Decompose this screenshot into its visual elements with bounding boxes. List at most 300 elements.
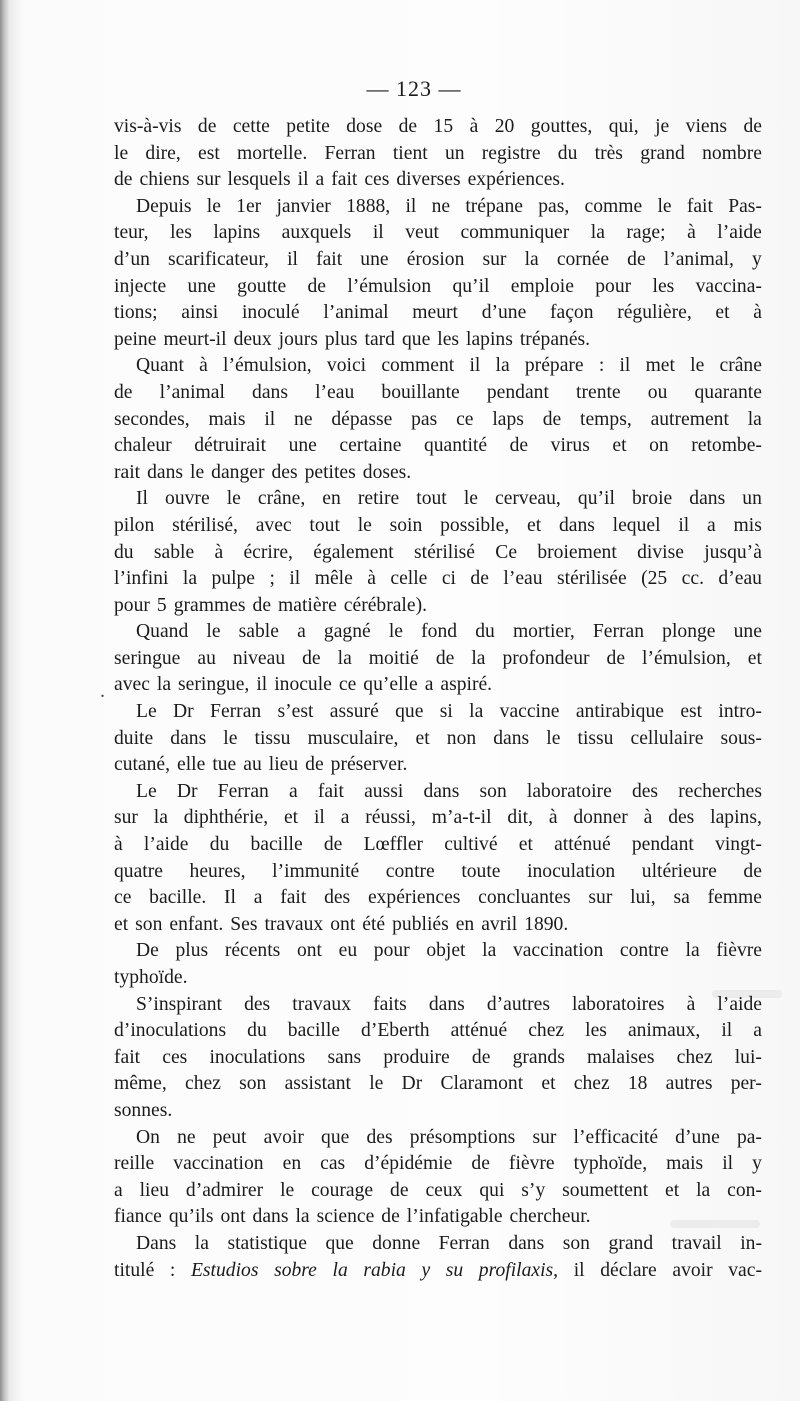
word: une — [733, 621, 762, 643]
word: d’eau — [718, 568, 762, 590]
word: meurt — [412, 302, 458, 324]
word: écrire, — [243, 541, 293, 563]
word: Quand — [136, 621, 189, 643]
word: son — [479, 780, 507, 802]
text-line — [114, 1125, 762, 1152]
word: ces — [364, 169, 390, 191]
word: la — [469, 701, 484, 723]
word: auxquels — [281, 222, 352, 244]
word: le — [369, 1073, 384, 1095]
word: nombre — [702, 142, 762, 164]
word: ce — [338, 674, 357, 696]
text-line — [114, 300, 762, 327]
word: dit, — [507, 807, 533, 829]
word: quatre — [114, 860, 163, 882]
word: et — [665, 1179, 680, 1201]
word: fait — [317, 780, 344, 802]
word: prépare — [524, 355, 584, 377]
word: de — [542, 408, 562, 430]
word: de — [398, 116, 418, 137]
word: dans — [508, 1232, 545, 1254]
word: la — [482, 940, 497, 962]
word: avoir — [672, 1259, 713, 1281]
word: On — [136, 1126, 160, 1148]
word: sans — [327, 1046, 362, 1068]
word: de — [471, 1153, 490, 1175]
text-line — [114, 593, 762, 620]
word: l’infini — [114, 568, 169, 590]
word: soumettent — [562, 1179, 649, 1201]
word: stérilisé — [414, 541, 475, 563]
word: retire — [357, 488, 400, 510]
word: des — [324, 887, 351, 909]
word: a — [340, 807, 350, 829]
word: d’autres — [486, 993, 550, 1015]
body-text — [114, 114, 762, 1284]
word: à — [643, 807, 653, 829]
word: des — [668, 807, 695, 829]
word: du — [209, 834, 230, 856]
word: broie — [631, 488, 673, 510]
word: duite — [114, 727, 154, 749]
word: scarificateur, — [168, 248, 269, 270]
word: le — [206, 621, 221, 643]
word: virus — [550, 435, 590, 457]
word: atténué — [554, 834, 611, 856]
word: Ferran — [217, 780, 269, 802]
text-line — [114, 805, 762, 832]
word: per- — [730, 1073, 762, 1095]
word: rait — [114, 461, 141, 483]
word: meurt-il — [163, 328, 227, 350]
word: stérilisé, — [172, 514, 238, 536]
word: mais — [666, 1153, 704, 1175]
word: profilaxis, — [478, 1259, 559, 1281]
word: façon — [550, 302, 594, 324]
word: en — [322, 488, 341, 510]
word: il — [405, 195, 417, 217]
word: un — [444, 142, 465, 164]
word: il — [619, 355, 631, 377]
word: veut — [405, 222, 439, 244]
word: autrement — [650, 408, 729, 430]
text-line — [114, 460, 762, 487]
word: donner — [573, 807, 628, 829]
word: femme — [707, 887, 762, 909]
text-line — [114, 167, 762, 194]
text-line — [114, 619, 762, 646]
word: vaccine — [499, 701, 560, 723]
word: de — [114, 169, 133, 191]
word: objet — [426, 940, 466, 962]
word: à — [367, 568, 376, 590]
word: cutané, — [114, 754, 171, 776]
word: a — [315, 169, 325, 191]
word: laps — [492, 408, 524, 430]
word: à — [687, 222, 696, 244]
word: mis — [733, 514, 762, 536]
word: du — [557, 142, 578, 164]
word: temps, — [580, 408, 632, 430]
word: son — [239, 1073, 267, 1095]
word: on — [649, 435, 669, 457]
word: typhoïde. — [114, 967, 188, 988]
word: inocule — [274, 674, 332, 696]
word: à — [214, 541, 224, 563]
word: travaux — [292, 993, 352, 1015]
word: 1888, — [346, 195, 391, 217]
word: profondeur — [502, 647, 590, 669]
word: teur, — [114, 222, 149, 244]
word: fièvre — [716, 940, 762, 962]
word: met — [645, 355, 675, 377]
word: présomptions — [409, 1126, 516, 1148]
word: ont — [330, 913, 356, 935]
word: la — [337, 647, 352, 669]
word: ouvre — [165, 488, 210, 510]
word: en — [282, 1153, 302, 1175]
word: il — [372, 222, 384, 244]
word: trente — [576, 381, 621, 403]
word: broiement — [537, 541, 617, 563]
word: lapins, — [710, 807, 762, 829]
word: pilon — [114, 514, 155, 536]
word: malaises — [587, 1046, 655, 1068]
page-number: — 123 — — [366, 76, 462, 101]
word: l’émulsion, — [642, 647, 731, 669]
word: y — [752, 248, 762, 270]
word: du — [247, 1020, 267, 1042]
word: pas — [411, 408, 438, 430]
word: Ses — [230, 913, 258, 935]
word: les — [170, 222, 192, 244]
text-line — [114, 540, 762, 567]
word: typhoïde, — [573, 1153, 648, 1175]
text-line — [114, 486, 762, 513]
word: des — [244, 993, 271, 1015]
word: l’émulsion — [347, 275, 432, 297]
word: l’animal — [323, 302, 389, 324]
word: avec — [255, 514, 292, 536]
word: ceux — [425, 1179, 463, 1201]
word: soin — [389, 514, 423, 536]
word: très — [594, 142, 623, 164]
word: laboratoire — [526, 780, 612, 802]
word: qui — [479, 1179, 505, 1201]
word: le — [226, 488, 241, 510]
word: cerveau, — [495, 488, 561, 510]
word: la — [696, 1179, 711, 1201]
text-line — [114, 699, 762, 726]
word: même, — [114, 1073, 167, 1095]
text-line — [114, 832, 762, 859]
word: eu — [338, 940, 358, 962]
word: du — [475, 621, 495, 643]
word: reille — [114, 1153, 155, 1175]
word: tue — [212, 754, 237, 776]
word: bouillante — [381, 381, 460, 403]
word: m’a-t-il — [431, 807, 492, 829]
word: et — [415, 727, 430, 749]
word: sur — [588, 887, 613, 909]
word: avril — [481, 913, 518, 935]
word: con- — [727, 1179, 762, 1201]
word: également — [313, 541, 394, 563]
word: su — [445, 1259, 464, 1281]
word: sobre — [274, 1259, 317, 1281]
word: lapins — [466, 328, 513, 350]
word: le — [357, 514, 372, 536]
word: sable — [153, 541, 195, 563]
word: sonnes. — [114, 1099, 173, 1121]
word: le — [463, 488, 478, 510]
word: il — [289, 568, 301, 590]
word: son — [562, 1232, 590, 1254]
word: que — [395, 701, 424, 723]
word: chaleur — [114, 435, 172, 457]
word: viens — [685, 116, 727, 137]
word: recherches — [678, 780, 762, 802]
word: le — [280, 1179, 295, 1201]
word: des — [631, 780, 659, 802]
word: voici — [326, 355, 367, 377]
text-line — [114, 992, 762, 1019]
word: janvier — [276, 195, 331, 217]
word: Lœffler — [363, 834, 424, 856]
word: lieu — [139, 1179, 169, 1201]
word: l’aide — [717, 222, 762, 244]
word: lequel — [612, 514, 661, 536]
word: les — [585, 1020, 607, 1042]
text-line — [114, 912, 762, 939]
word: de — [305, 754, 324, 776]
word: plus — [175, 940, 209, 962]
word: l’immunité — [272, 860, 360, 882]
word: crâne — [719, 355, 762, 377]
word: tout — [416, 488, 447, 510]
word: cette — [232, 116, 270, 137]
word: pa- — [736, 1126, 762, 1148]
word: aspiré. — [440, 674, 493, 696]
text-line — [114, 1178, 762, 1205]
word: assistant — [284, 1073, 351, 1095]
word: a — [288, 780, 298, 802]
word: fait — [280, 887, 307, 909]
word: possible, — [440, 514, 510, 536]
word: travaux — [264, 913, 324, 935]
word: doses. — [362, 461, 412, 483]
word: qu’elle — [363, 674, 418, 696]
text-line — [114, 433, 762, 460]
word: bacille. — [149, 887, 207, 909]
word: d’une — [481, 302, 527, 324]
word: de — [307, 275, 326, 297]
word: ces — [162, 1046, 188, 1068]
word: et — [612, 435, 627, 457]
word: contre — [385, 860, 435, 882]
word: de — [302, 647, 321, 669]
word: régulière, — [617, 302, 692, 324]
word: de — [435, 647, 455, 669]
word: (25 — [641, 568, 668, 590]
word: des — [366, 1126, 393, 1148]
word: Quant — [136, 355, 184, 377]
word: des — [271, 461, 298, 483]
text-line — [114, 965, 762, 992]
text-line — [114, 407, 762, 434]
word: dans — [147, 461, 184, 483]
word: cérébrale). — [343, 594, 427, 616]
word: cornée — [556, 248, 610, 270]
word: cc. — [681, 568, 704, 590]
word: le — [690, 355, 705, 377]
word: la — [685, 940, 700, 962]
text-line — [114, 1258, 762, 1285]
word: ; — [269, 568, 275, 590]
word: d’admirer — [185, 1179, 264, 1201]
word: chez — [676, 1046, 713, 1068]
word: et — [715, 302, 730, 324]
word: lapins — [213, 222, 261, 244]
text-line — [114, 141, 762, 168]
word: pour — [373, 940, 410, 962]
word: la — [495, 355, 510, 377]
word: sur — [482, 248, 507, 270]
word: Il — [136, 488, 148, 510]
word: si — [439, 701, 453, 723]
word: communiquer — [460, 222, 570, 244]
word: dans — [493, 727, 530, 749]
word: de — [471, 1046, 491, 1068]
word: la — [194, 1232, 209, 1254]
word: tient — [392, 142, 428, 164]
word: il — [573, 1259, 585, 1281]
text-line — [114, 1231, 762, 1258]
word: ont — [296, 940, 322, 962]
word: dans — [423, 780, 460, 802]
word: mortelle. — [237, 142, 308, 164]
word: autres — [665, 1073, 713, 1095]
word: un — [742, 488, 762, 510]
word: pulpe — [211, 568, 255, 590]
word: Ferran — [592, 621, 645, 643]
text-line — [114, 194, 762, 221]
word: ont — [220, 1206, 246, 1228]
word: donne — [372, 1232, 421, 1254]
word: y — [752, 1153, 762, 1175]
word: concluantes — [478, 887, 571, 909]
word: rage; — [626, 222, 666, 244]
text-line — [114, 274, 762, 301]
text-line — [114, 1018, 762, 1045]
word: vis-à-vis — [114, 116, 182, 137]
word: Ferran — [210, 701, 262, 723]
word: comme — [584, 195, 643, 217]
word: tissu — [577, 727, 614, 749]
word: crâne, — [257, 488, 306, 510]
word: préserver. — [330, 754, 408, 776]
word: de — [114, 381, 133, 403]
word: expériences — [367, 887, 461, 909]
word: est — [198, 142, 220, 164]
word: sur — [114, 807, 138, 829]
word: Dr — [173, 701, 194, 723]
word: à — [686, 993, 696, 1015]
word: Estudios — [190, 1259, 259, 1281]
word: l’eau — [503, 568, 543, 590]
text-line — [114, 1151, 762, 1178]
word: dans — [252, 1206, 289, 1228]
word: atténué — [450, 1020, 508, 1042]
word: expériences. — [467, 169, 565, 191]
word: goutte — [237, 275, 287, 297]
word: Ce — [495, 541, 518, 563]
text-line — [114, 1045, 762, 1072]
text-line — [114, 859, 762, 886]
word: les — [652, 275, 675, 297]
word: récents — [224, 940, 281, 962]
word: De — [136, 940, 159, 962]
word: in- — [740, 1232, 762, 1254]
word: non — [446, 727, 477, 749]
word: gagné — [323, 621, 371, 643]
word: pendant — [486, 381, 549, 403]
word: la — [156, 674, 172, 696]
word: aussi — [364, 780, 404, 802]
word: de — [743, 116, 762, 137]
word: l’animal — [159, 381, 225, 403]
word: et — [283, 807, 299, 829]
text-line — [114, 672, 762, 699]
word: sur — [196, 169, 221, 191]
word: la — [747, 408, 762, 430]
word: sa — [673, 887, 690, 909]
word: et — [114, 913, 129, 935]
word: a — [297, 621, 306, 643]
word: à — [753, 302, 762, 324]
word: publiés — [392, 913, 449, 935]
word: ne — [431, 195, 451, 217]
word: vac- — [728, 1259, 762, 1281]
word: Le — [136, 780, 157, 802]
word: fait — [114, 1046, 141, 1068]
word: 18 — [627, 1073, 648, 1095]
word: plonge — [662, 621, 716, 643]
word: été — [362, 913, 386, 935]
word: l’animal, — [663, 248, 734, 270]
word: peine — [114, 328, 157, 350]
word: plus — [324, 328, 358, 350]
word: inoculations — [209, 1046, 306, 1068]
word: l’aide — [717, 993, 762, 1015]
word: l’efficacité — [573, 1126, 659, 1148]
word: dans — [689, 488, 726, 510]
word: fièvre — [508, 1153, 555, 1175]
word: et — [541, 1073, 556, 1095]
word: les — [437, 328, 460, 350]
text-line — [114, 646, 762, 673]
word: quarante — [694, 381, 762, 403]
word: 1er — [236, 195, 262, 217]
word: Le — [136, 701, 157, 723]
word: retombe- — [691, 435, 762, 457]
word: 15 — [433, 116, 454, 137]
text-line — [114, 779, 762, 806]
word: il — [722, 1153, 734, 1175]
word: déclare — [600, 1259, 657, 1281]
word: chez — [528, 1020, 565, 1042]
word: une — [360, 248, 389, 270]
